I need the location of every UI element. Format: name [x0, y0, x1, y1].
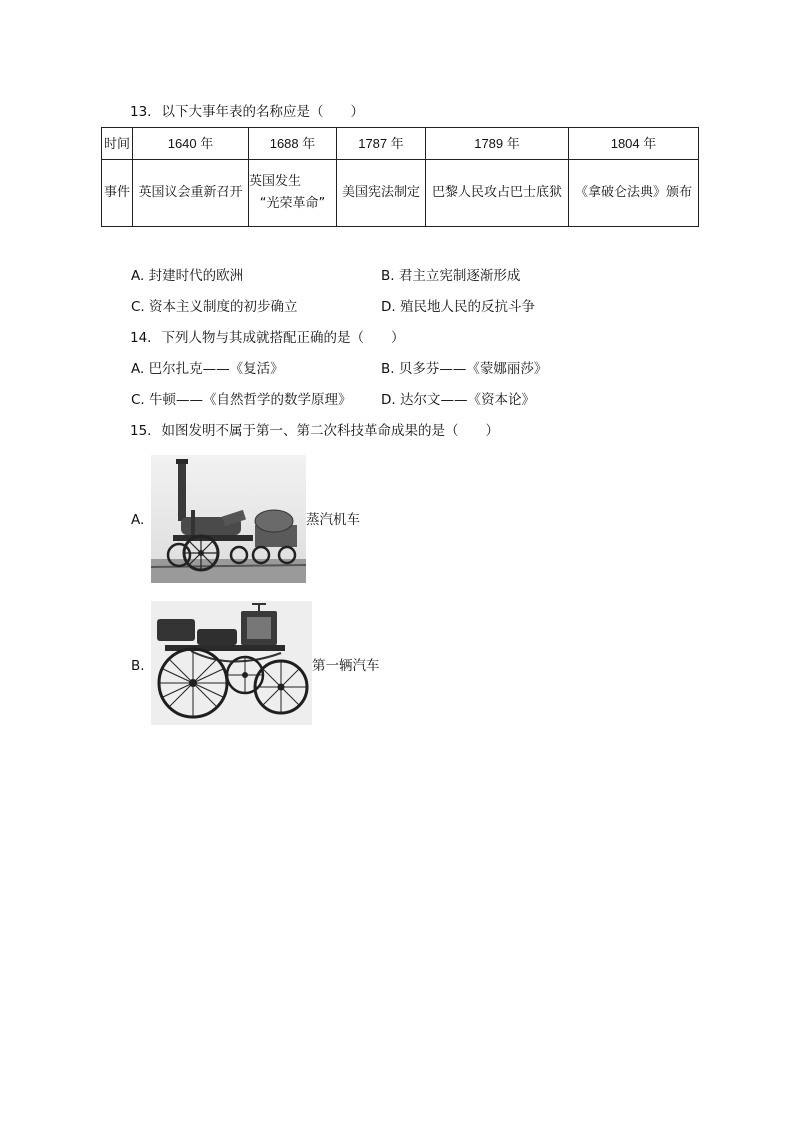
q14-text: 下列人物与其成就搭配正确的是（ ） [161, 330, 405, 346]
q14-stem [130, 329, 404, 347]
event-cell: 巴黎人民攻占巴士底狱 [426, 160, 569, 227]
q13-number: 13. [130, 104, 152, 120]
chronology-table [101, 127, 699, 227]
q14-option-c[interactable]: C. 牛顿——《自然哲学的数学原理》 [131, 392, 352, 408]
steam-locomotive-illustration [151, 455, 306, 583]
q15-option-a-caption: 蒸汽机车 [306, 512, 360, 528]
q14-option-d[interactable]: D. 达尔文——《资本论》 [381, 392, 535, 408]
q14-option-a[interactable]: A. 巴尔扎克——《复活》 [131, 361, 284, 377]
event-cell: 《拿破仑法典》颁布 [569, 160, 699, 227]
first-automobile-illustration [151, 601, 312, 725]
first-automobile-image[interactable] [151, 601, 312, 725]
q14-option-b[interactable]: B. 贝多芬——《蒙娜丽莎》 [381, 361, 548, 377]
q15-option-b-caption: 第一辆汽车 [312, 658, 380, 674]
year-cell: 1787 年 [337, 128, 426, 160]
table-row-years [102, 128, 699, 160]
year-cell: 1640 年 [133, 128, 249, 160]
q13-option-d[interactable]: D. 殖民地人民的反抗斗争 [381, 299, 535, 315]
q13-text: 以下大事年表的名称应是（ ） [161, 104, 364, 120]
year-cell: 1804 年 [569, 128, 699, 160]
year-cell: 1789 年 [426, 128, 569, 160]
q13-option-c[interactable]: C. 资本主义制度的初步确立 [131, 299, 298, 315]
event-cell: 美国宪法制定 [337, 160, 426, 227]
event-cell: 英国议会重新召开 [133, 160, 249, 227]
q13-stem [130, 103, 364, 121]
event-line: 英国发生 [249, 174, 302, 189]
row-header-time: 时间 [102, 128, 133, 160]
table-row-events [102, 160, 699, 227]
year-cell: 1688 年 [249, 128, 337, 160]
event-line: “光荣革命” [259, 196, 326, 211]
q13-option-a[interactable]: A. 封建时代的欧洲 [131, 268, 244, 284]
row-header-event: 事件 [102, 160, 133, 227]
q14-number: 14. [130, 330, 152, 346]
q15-option-b-label[interactable]: B. [131, 658, 145, 674]
event-cell-glorious-revolution [249, 160, 337, 227]
steam-locomotive-image[interactable] [151, 455, 306, 583]
q15-stem [130, 422, 499, 440]
q13-option-b[interactable]: B. 君主立宪制逐渐形成 [381, 268, 521, 284]
q15-text: 如图发明不属于第一、第二次科技革命成果的是（ ） [161, 423, 499, 439]
q15-number: 15. [130, 423, 152, 439]
q15-option-a-label[interactable]: A. [131, 512, 145, 528]
